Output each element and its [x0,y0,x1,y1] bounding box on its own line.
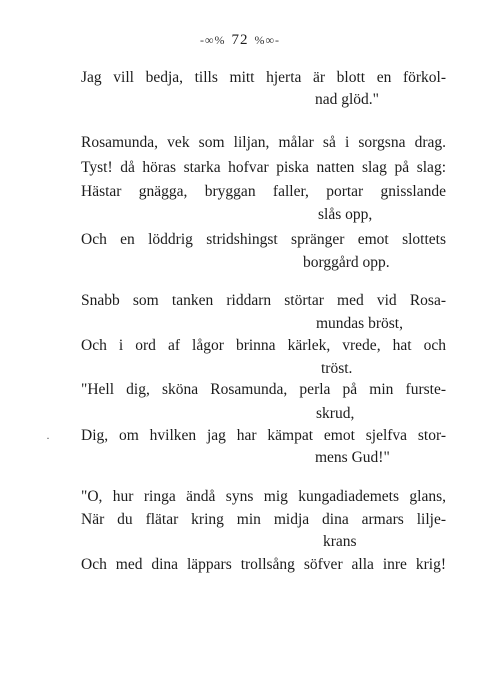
text-line: "O, hur ringa ändå syns mig kungadiademets glans, [81,488,446,505]
text-line-continuation: mundas bröst, [316,315,403,332]
print-speck: · [46,431,50,445]
text-line: När du flätar kring min midja dina armars lilje- [81,511,446,528]
text-line-continuation: tröst. [321,360,353,377]
text-line-continuation: nad glöd." [315,91,380,108]
text-line-continuation: borggård opp. [303,254,390,271]
text-line-continuation: skrud, [316,405,355,422]
text-line: Och med dina läppars trollsång söfver alla inre krig! [81,556,446,573]
page-header [0,32,480,49]
text-line: "Hell dig, sköna Rosamunda, perla på min furste- [81,381,446,398]
text-line: Snabb som tanken riddarn störtar med vid Rosa- [81,292,446,309]
text-line-continuation: slås opp, [318,206,373,223]
text-line: Jag vill bedja, tills mitt hjerta är blott en förkol- [81,69,446,86]
page-number: 72 [231,32,249,48]
text-line: Hästar gnägga, bryggan faller, portar gnisslande [81,183,446,200]
text-line-continuation: krans [323,533,357,550]
text-line: Rosamunda, vek som liljan, målar så i sorgsna drag. [81,134,446,151]
ornament-left-icon: -∞% [199,33,226,47]
text-line-continuation: mens Gud!" [315,449,390,466]
text-line: Tyst! då höras starka hofvar piska natten slag på slag: [81,159,446,176]
text-line: Och en löddrig stridshingst spränger emot slottets [81,231,446,248]
ornament-right-icon: %∞- [254,33,281,47]
text-line: Och i ord af lågor brinna kärlek, vrede, hat och [81,337,446,354]
text-line: Dig, om hvilken jag har kämpat emot sjelfva stor- [81,427,446,444]
